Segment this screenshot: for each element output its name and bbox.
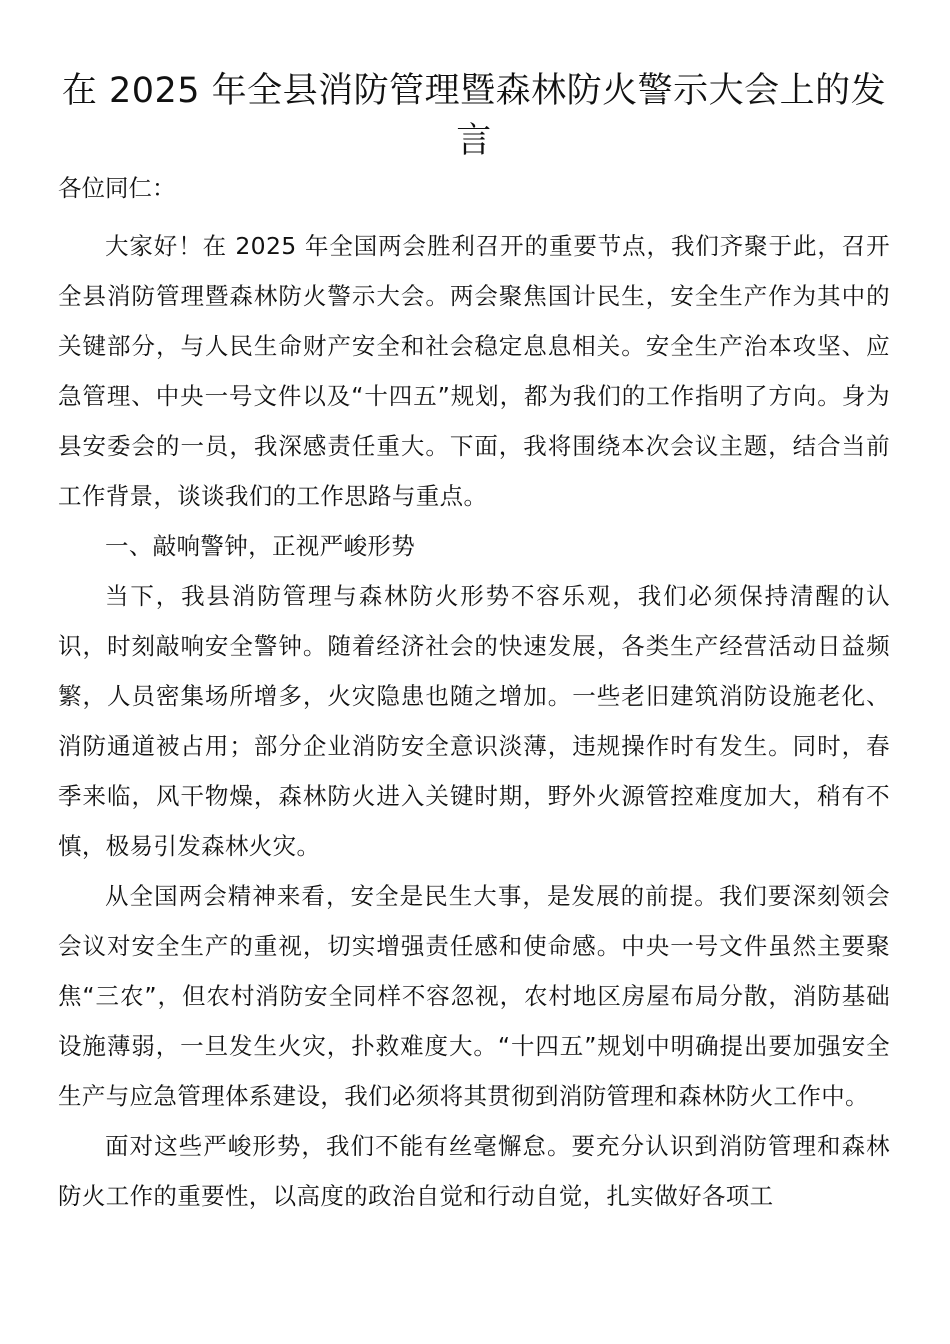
section-heading: 一、敲响警钟，正视严峻形势 — [105, 532, 416, 560]
paragraph-situation: 当下，我县消防管理与森林防火形势不容乐观，我们必须保持清醒的认识，时刻敲响安全警钟。随着经济社会的快速发展，各类生产经营活动日益频繁，人员密集场所增多，火灾隐患也随之增加。一些老旧建筑消防设施老化、消防通道被占用；部分企业消防安全意识淡薄，违规操作时有发生。同时，春季来临，风干物燥，森林防火进入关键时期，野外火源管控难度加大，稍有不慎，极易引发森林火灾。 — [58, 582, 890, 860]
paragraph-conclusion: 面对这些严峻形势，我们不能有丝毫懈怠。要充分认识到消防管理和森林防火工作的重要性，以高度的政治自觉和行动自觉，扎实做好各项工 — [58, 1132, 890, 1210]
document-title: 在 2025 年全县消防管理暨森林防火警示大会上的发言 — [61, 71, 887, 161]
salutation: 各位同仁： — [58, 174, 176, 202]
paragraph-national-spirit: 从全国两会精神来看，安全是民生大事，是发展的前提。我们要深刻领会会议对安全生产的重视，切实增强责任感和使命感。中央一号文件虽然主要聚焦“三农”，但农村消防安全同样不容忽视，农村地区房屋布局分散，消防基础设施薄弱，一旦发生火灾，扑救难度大。“十四五”规划中明确提出要加强安全生产与应急管理体系建设，我们必须将其贯彻到消防管理和森林防火工作中。 — [58, 882, 890, 1110]
document-page — [58, 66, 890, 1221]
paragraph-intro: 大家好！在 2025 年全国两会胜利召开的重要节点，我们齐聚于此，召开全县消防管理暨森林防火警示大会。两会聚焦国计民生，安全生产作为其中的关键部分，与人民生命财产安全和社会稳定息息相关。安全生产治本攻坚、应急管理、中央一号文件以及“十四五”规划，都为我们的工作指明了方向。身为县安委会的一员，我深感责任重大。下面，我将围绕本次会议主题，结合当前工作背景，谈谈我们的工作思路与重点。 — [58, 232, 890, 510]
